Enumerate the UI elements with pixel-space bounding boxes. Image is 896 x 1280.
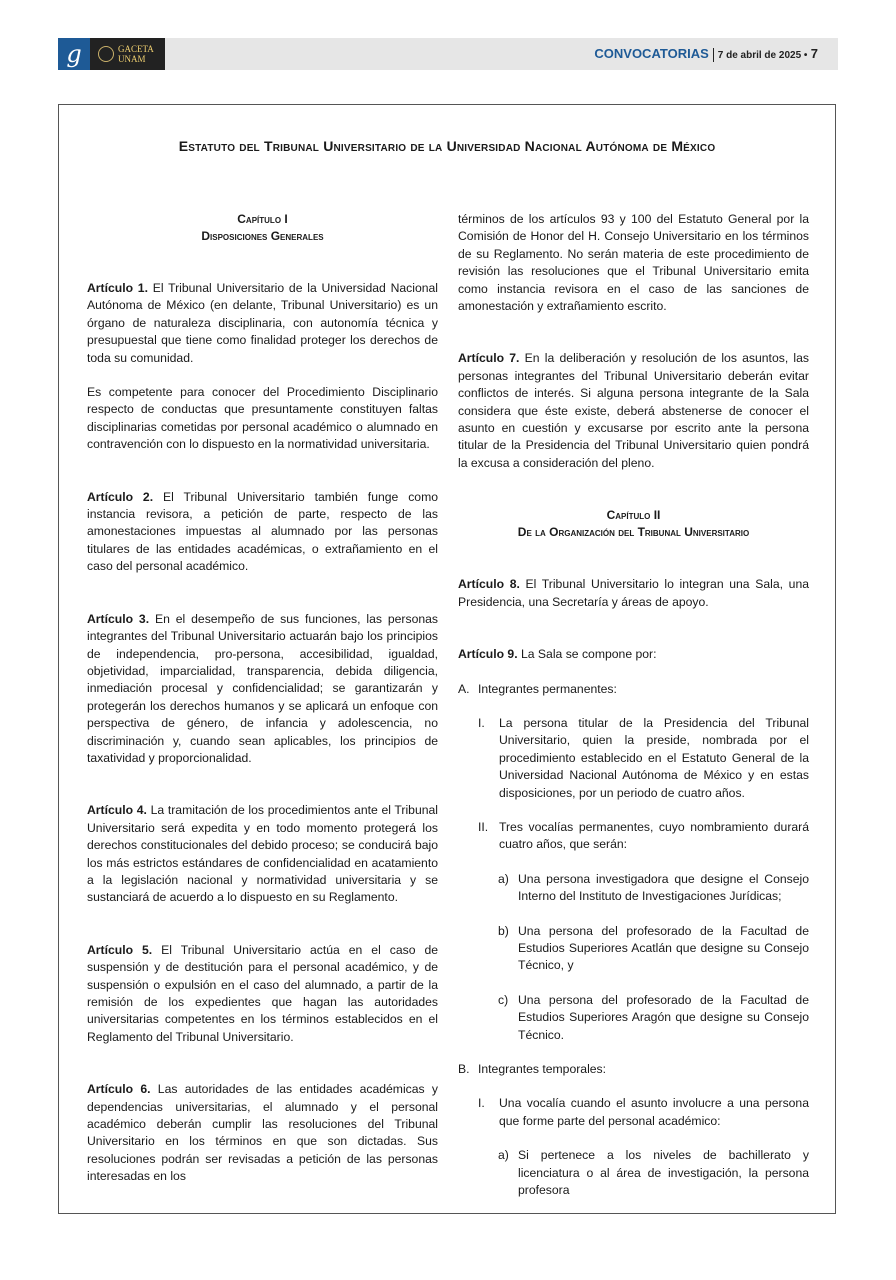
logo-gaceta-text: GACETA	[118, 44, 154, 54]
article-4-text: La tramitación de los procedimientos ante el Tribunal Universitario será expedita y en todo momento protegerá los derechos constitucionales del debido proceso; se conducirá bajo los más estrictos estándares de confidencialidad en acatamiento a la legislación nacional y normatividad universitaria y se sustanciará de acuerdo a lo dispuesto en su Reglamento.	[87, 803, 438, 905]
article-1-label: Artículo 1.	[87, 281, 148, 295]
list-text-a-ii: Tres vocalías permanentes, cuyo nombramiento durará cuatro años, que serán:	[499, 819, 809, 852]
list-text-b-i: Una vocalía cuando el asunto involucre a una persona que forme parte del personal académico:	[499, 1096, 809, 1128]
article-4-label: Artículo 4.	[87, 803, 147, 818]
article-4	[87, 802, 438, 906]
list-marker-a-ii-c: c)	[498, 992, 509, 1007]
article-2-text: El Tribunal Universitario también funge como instancia revisora, a petición de parte, respecto de las amonestaciones impuestas al alumnado por las personas titulares de las entidades académicas, o extrañamiento en el caso del personal académico.	[87, 489, 438, 574]
list-marker-b-i-a: a)	[498, 1148, 509, 1163]
list-item-b	[458, 1061, 809, 1078]
article-1-text: El Tribunal Universitario de la Universidad Nacional Autónoma de México (en delante, Tribunal Universitario) es un órgano de naturaleza disciplinaria, con autonomía técnica y presupuestal que tiene como finalidad proteger los derechos de toda su comunidad.	[87, 281, 439, 365]
logo-g-letter: g	[66, 40, 82, 68]
left-column	[87, 211, 438, 1186]
list-item-a-ii	[478, 819, 809, 854]
article-7	[458, 350, 809, 472]
list-text-a: Integrantes permanentes:	[478, 681, 617, 696]
issue-date: 7 de abril de 2025 •	[717, 50, 808, 61]
list-item-a-ii-a	[498, 871, 809, 906]
list-marker-a-ii: II.	[478, 819, 489, 834]
list-text-b-i-a: Si pertenece a los niveles de bachillerato y licenciatura o al área de investigación, la persona profesora	[518, 1148, 809, 1198]
article-3	[87, 611, 438, 768]
right-column	[458, 211, 809, 1199]
list-item-b-i-a	[498, 1147, 809, 1199]
list-marker-b-i: I.	[478, 1096, 485, 1111]
chapter-1-number: Capítulo I	[237, 212, 288, 226]
list-marker-a: A.	[458, 681, 470, 696]
article-2-label: Artículo 2.	[87, 489, 154, 504]
list-marker-a-ii-a: a)	[498, 871, 509, 886]
list-marker-a-ii-b: b)	[498, 923, 509, 938]
list-text-a-ii-c: Una persona del profesorado de la Facultad de Estudios Superiores Aragón que designe su Consejo Técnico.	[518, 992, 809, 1042]
list-text-b: Integrantes temporales:	[478, 1062, 607, 1076]
chapter-2-name: De la Organización del Tribunal Universitario	[517, 525, 750, 540]
article-6-continued: términos de los artículos 93 y 100 del Estatuto General por la Comisión de Honor del H. Consejo Universitario en los términos de su Reglamento. No serán materia de este procedimiento de revisión las resoluciones que el Tribunal Universitario emita como instancia revisora en el caso de las sanciones de amonestación y extrañamiento escrito.	[458, 212, 809, 314]
unam-seal-icon	[98, 46, 114, 62]
page-number: 7	[810, 46, 818, 61]
article-9	[458, 646, 809, 663]
list-text-a-ii-b: Una persona del profesorado de la Facultad de Estudios Superiores Acatlán que designe su Consejo Técnico, y	[518, 923, 809, 973]
article-8	[458, 576, 809, 611]
list-item-a	[458, 681, 809, 698]
gaceta-unam-logo	[90, 38, 165, 70]
chapter-1-name: Disposiciones Generales	[201, 229, 324, 243]
article-3-text: En el desempeño de sus funciones, las personas integrantes del Tribunal Universitario actuarán bajo los principios de independencia, pro-persona, accesibilidad, igualdad, objetividad, imparcialidad, transparencia, debida diligencia, inmediación procesal y confidencialidad; se garantizarán y protegerán los derechos humanos y se aplicará un enfoque con perspectiva de género, de infancia y adolescencia, no discriminación y, cuando sean aplicables, los principios de taxatividad y proporcionalidad.	[87, 611, 439, 765]
article-1-paragraph-2: Es competente para conocer del Procedimiento Disciplinario respecto de conductas que presuntamente constituyen faltas disciplinarias cometidas por personal académico o alumnado en contravención con lo dispuesto en la normatividad universitaria.	[87, 385, 438, 452]
article-7-label: Artículo 7.	[458, 351, 520, 366]
article-6	[87, 1081, 438, 1185]
article-9-text: La Sala se compone por:	[520, 647, 657, 662]
article-8-label: Artículo 8.	[458, 577, 520, 592]
list-item-a-ii-b	[498, 923, 809, 975]
logo-unam-text: UNAM	[118, 54, 146, 64]
list-item-b-i	[478, 1095, 809, 1130]
article-6-text: Las autoridades de las entidades académicas y dependencias universitarias, el alumnado y el personal académico deberán cumplir las resoluciones del Tribunal Universitario en los términos en que son dictadas. Sus resoluciones podrán ser revisadas a petición de las personas interesadas en los	[87, 1082, 438, 1184]
list-item-a-ii-c	[498, 992, 809, 1044]
header-divider	[713, 48, 714, 62]
list-item-a-i	[478, 715, 809, 802]
article-1	[87, 280, 438, 367]
article-8-text: El Tribunal Universitario lo integran una Sala, una Presidencia, una Secretaría y áreas de apoyo.	[458, 577, 810, 609]
article-3-label: Artículo 3.	[87, 611, 150, 626]
article-5-text: El Tribunal Universitario actúa en el caso de suspensión y de destitución para el personal académico, y de suspensión o expulsión en el caso del alumnado, a partir de la remisión de los expedientes que hagan las autoridades universitarias competentes en los términos establecidos en el Reglamento del Tribunal Universitario.	[87, 942, 439, 1044]
list-text-a-ii-a: Una persona investigadora que designe el Consejo Interno del Instituto de Investigaciones Jurídicas;	[518, 871, 809, 904]
document-title: Estatuto del Tribunal Universitario de la Universidad Nacional Autónoma de México	[178, 138, 716, 154]
list-text-a-i: La persona titular de la Presidencia del Tribunal Universitario, quien la preside, nombrada por el procedimiento establecido en el Estatuto General de la Universidad Nacional Autónoma de México y en estas disposiciones, por un periodo de cuatro años.	[499, 715, 809, 800]
list-marker-a-i: I.	[478, 715, 485, 730]
list-marker-b: B.	[458, 1062, 470, 1076]
article-5	[87, 942, 438, 1046]
gaceta-g-logo	[58, 38, 90, 70]
article-6-label: Artículo 6.	[87, 1082, 151, 1097]
header-info	[594, 46, 818, 62]
section-name: CONVOCATORIAS	[594, 46, 709, 61]
article-7-text: En la deliberación y resolución de los asuntos, las personas integrantes del Tribunal Universitario deberán evitar conflictos de interés. Si alguna persona integrante de la Sala considera que éste existe, deberá abstenerse de conocer el asunto en cuestión y excusarse por escrito ante la persona titular de la Presidencia del Tribunal Universitario quien pondrá la excusa a consideración del pleno.	[458, 351, 810, 470]
article-9-label: Artículo 9.	[458, 647, 518, 662]
chapter-2-number: Capítulo II	[606, 508, 661, 523]
article-2	[87, 489, 438, 576]
article-5-label: Artículo 5.	[87, 942, 153, 957]
